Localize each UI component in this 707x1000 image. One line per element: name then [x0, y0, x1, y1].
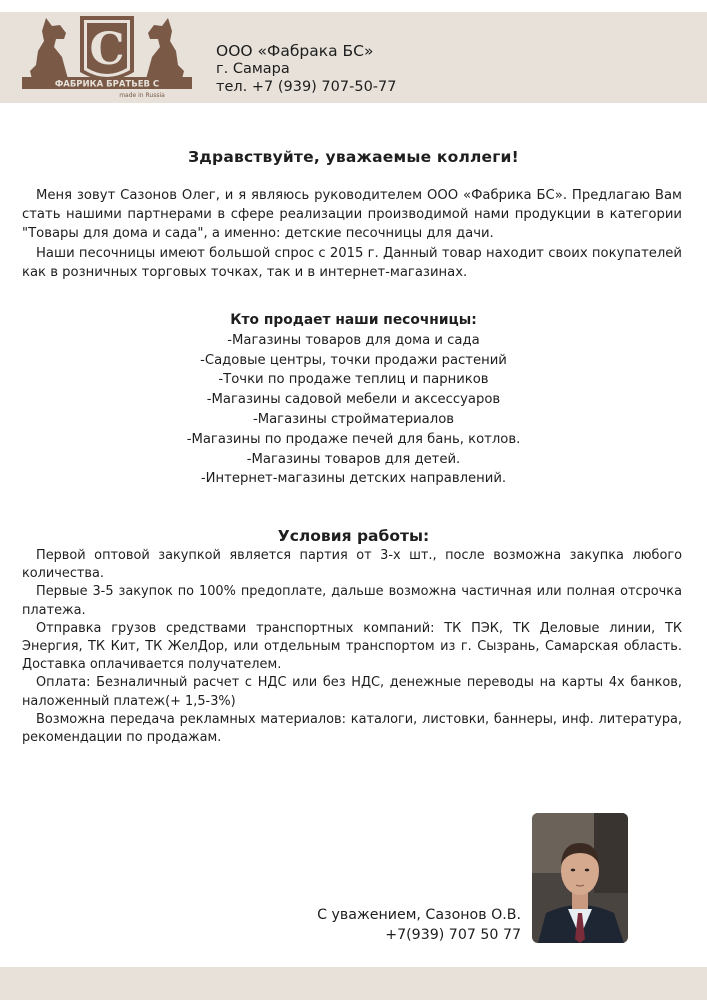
list-item: -Магазины товаров для детей. [246, 451, 461, 467]
terms-heading: Условия работы: [277, 527, 430, 545]
company-city: г. Самара [216, 61, 290, 77]
list-item: -Магазины стройматериалов [252, 411, 455, 427]
left-dog-icon [30, 18, 68, 87]
terms-paragraph: Первые 3-5 закупок по 100% предоплате, дальше возможна частичная или полная отсрочка платежа. [22, 584, 682, 618]
list-item: -Магазины садовой мебели и аксессуаров [206, 392, 501, 408]
footer-band [0, 967, 707, 1000]
intro-text [22, 186, 682, 282]
company-phone: тел. +7 (939) 707-50-77 [216, 79, 397, 95]
list-item: -Интернет-магазины детских направлений. [200, 471, 507, 487]
signoff-phone: +7(939) 707 50 77 [385, 927, 521, 943]
svg-text:С: С [89, 24, 125, 75]
company-logo [16, 14, 198, 100]
intro-paragraph: Меня зовут Сазонов Олег, и я являюсь руководителем ООО «Фабрика БС». Предлагаю Вам стать нашими партнерами в сфере реализации производимой нами продукции в категории "Товары для дома и сада", а именно: детские песочницы для дачи. [22, 188, 682, 242]
sellers-list [0, 331, 707, 489]
company-name: ООО «Фабрака БС» [216, 42, 374, 60]
list-item: -Магазины товаров для дома и сада [227, 332, 480, 348]
author-photo [532, 813, 628, 943]
sellers-section [0, 311, 707, 489]
shield-icon [80, 16, 134, 80]
logo-subcaption: made in Russia [119, 92, 165, 99]
list-item: -Садовые центры, точки продажи растений [200, 352, 507, 368]
terms-paragraph: Отправка грузов средствами транспортных компаний: ТК ПЭК, ТК Деловые линии, ТК Энергия, ТК Кит, ТК ЖелДор, или отдельным транспортом из г. Сызрань, Самарская область. Доставка оплачивается получателем. [22, 620, 682, 673]
greeting: Здравствуйте, уважаемые коллеги! [188, 148, 519, 166]
company-info [216, 42, 396, 96]
intro-paragraph: Наши песочницы имеют большой спрос с 2015 г. Данный товар находит своих покупателей как в розничных торговых точках, так и в интернет-магазинах. [22, 245, 682, 280]
signature [317, 905, 521, 945]
list-item: -Магазины по продаже печей для бань, котлов. [186, 431, 521, 447]
signoff-text: С уважением, Сазонов О.В. [317, 907, 521, 923]
list-item: -Точки по продаже теплиц и парников [218, 372, 489, 388]
terms-paragraph: Оплата: Безналичный расчет с НДС или без НДС, денежные переводы на карты 4х банков, наложенный платеж(+ 1,5-3%) [22, 675, 682, 709]
sellers-heading: Кто продает наши песочницы: [230, 312, 477, 328]
right-dog-icon [146, 18, 184, 87]
terms-paragraph: Возможна передача рекламных материалов: каталоги, листовки, баннеры, инф. литература, рекомендации по продажам. [22, 711, 682, 746]
terms-text [22, 547, 682, 747]
terms-paragraph: Первой оптовой закупкой является партия от 3-х шт., после возможна закупка любого количества. [22, 548, 682, 582]
logo-caption: ФАБРИКА БРАТЬЕВ С [54, 79, 160, 90]
